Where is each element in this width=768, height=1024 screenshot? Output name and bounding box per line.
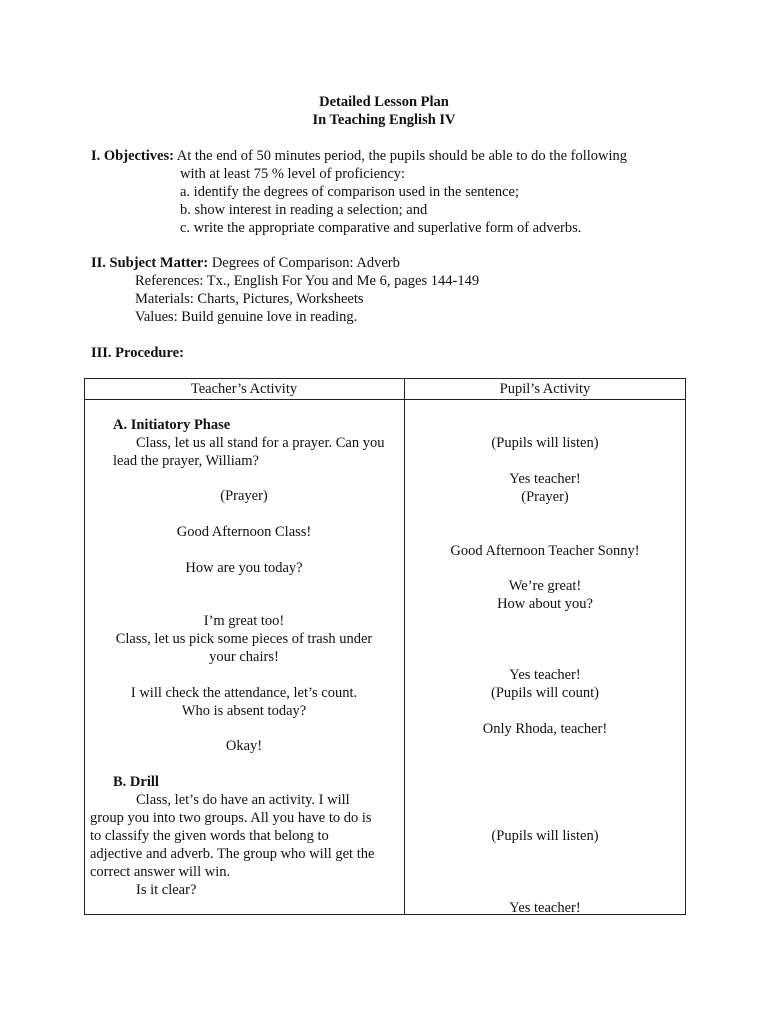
objectives-intro: At the end of 50 minutes period, the pupils should be able to do the following: [176, 148, 628, 164]
procedure-label: III. Procedure:: [91, 345, 184, 361]
teacher-line: Okay!: [225, 738, 263, 754]
teacher-line: Good Afternoon Class!: [176, 524, 312, 540]
teacher-line: to classify the given words that belong to: [90, 828, 329, 844]
teacher-column-header: Teacher’s Activity: [190, 381, 298, 397]
subject-matter-topic: Degrees of Comparison: Adverb: [211, 255, 400, 271]
references: References: Tx., English For You and Me 6, pages 144-149: [135, 273, 480, 289]
pupil-line: Only Rhoda, teacher!: [482, 721, 608, 737]
teacher-line: Class, let us all stand for a prayer. Can you: [136, 435, 385, 451]
pupil-line: Good Afternoon Teacher Sonny!: [450, 543, 640, 559]
document-subtitle: In Teaching English IV: [312, 112, 456, 128]
pupil-line: (Prayer): [521, 489, 569, 505]
pupil-line: How about you?: [497, 596, 593, 612]
pupil-column-header: Pupil’s Activity: [499, 381, 591, 397]
teacher-line: Class, let us pick some pieces of trash under: [115, 631, 373, 647]
document-title: Detailed Lesson Plan: [319, 94, 449, 110]
pupil-line: Yes teacher!: [509, 667, 581, 683]
pupil-line: We’re great!: [508, 578, 582, 594]
pupil-line: Yes teacher!: [509, 900, 581, 916]
objectives-label: I. Objectives:: [91, 148, 174, 164]
teacher-section-b-heading: B. Drill: [113, 774, 159, 790]
objectives-intro-line: [91, 147, 627, 165]
pupil-line: (Pupils will listen): [491, 435, 599, 451]
teacher-line: Class, let’s do have an activity. I will: [136, 792, 350, 808]
subject-matter-line: [91, 254, 400, 272]
table-header-divider: [85, 399, 685, 400]
teacher-line: Is it clear?: [136, 882, 197, 898]
pupil-line: Yes teacher!: [509, 471, 581, 487]
teacher-line: I’m great too!: [203, 613, 285, 629]
pupil-line: (Pupils will count): [491, 685, 599, 701]
teacher-line: I will check the attendance, let’s count.: [130, 685, 358, 701]
pupil-line: (Pupils will listen): [491, 828, 599, 844]
teacher-line: correct answer will win.: [90, 864, 231, 880]
objective-item-c: c. write the appropriate comparative and superlative form of adverbs.: [180, 220, 582, 236]
teacher-line: lead the prayer, William?: [113, 453, 259, 469]
teacher-line: group you into two groups. All you have to do is: [90, 810, 372, 826]
objective-item-b: b. show interest in reading a selection; and: [180, 202, 428, 218]
teacher-line: (Prayer): [220, 488, 268, 504]
teacher-line: adjective and adverb. The group who will get the: [90, 846, 375, 862]
teacher-section-a-heading: A. Initiatory Phase: [113, 417, 231, 433]
teacher-line: How are you today?: [185, 560, 303, 576]
materials: Materials: Charts, Pictures, Worksheets: [135, 291, 364, 307]
teacher-line: your chairs!: [209, 649, 279, 665]
objective-item-a: a. identify the degrees of comparison used in the sentence;: [180, 184, 520, 200]
objectives-intro-cont: with at least 75 % level of proficiency:: [180, 166, 406, 182]
teacher-line: Who is absent today?: [181, 703, 307, 719]
values: Values: Build genuine love in reading.: [135, 309, 358, 325]
subject-matter-label: II. Subject Matter:: [91, 255, 209, 271]
